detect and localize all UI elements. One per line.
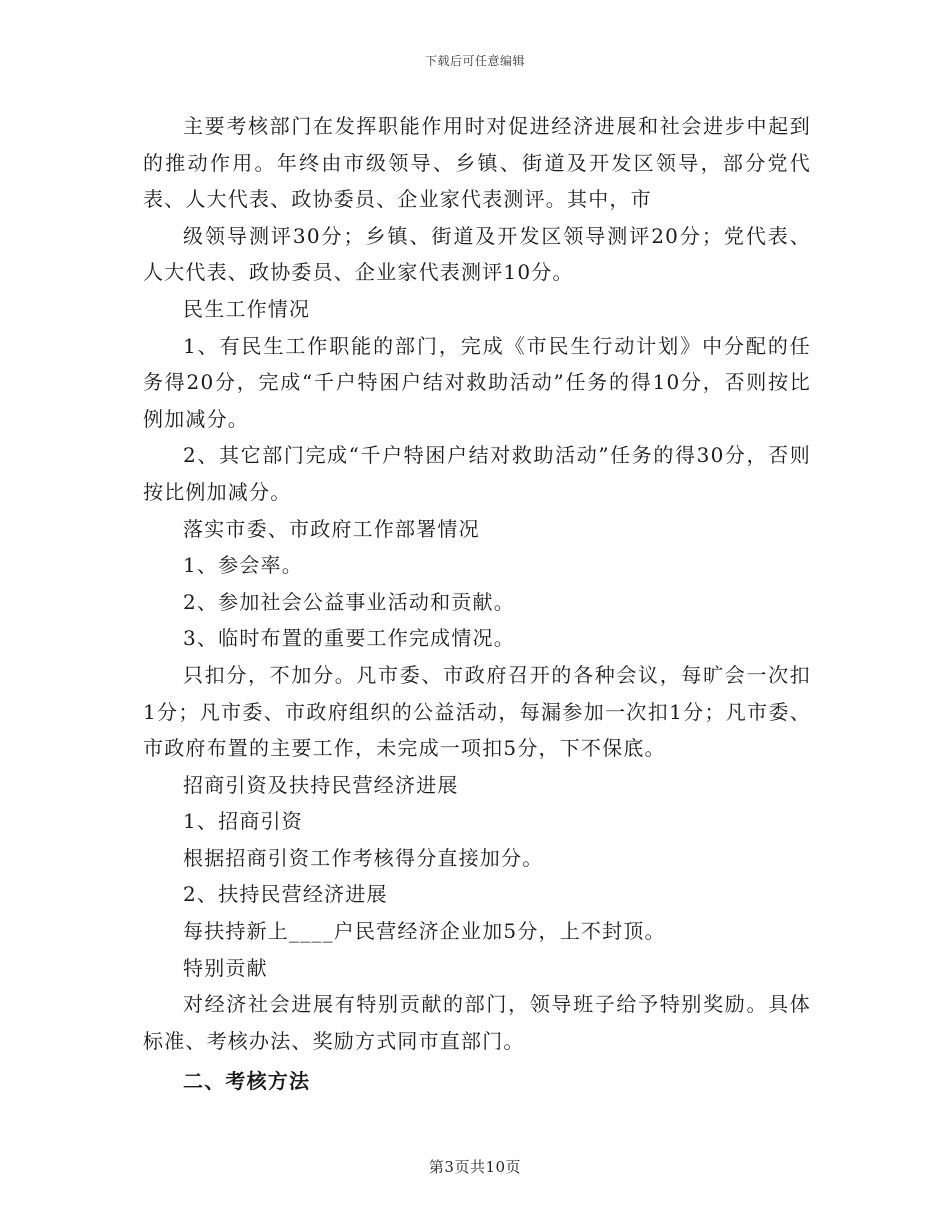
document-body [143, 108, 811, 1100]
paragraph: 只扣分，不加分。凡市委、市政府召开的各种会议，每旷会一次扣1分；凡市委、市政府组织的公益活动，每漏参加一次扣1分；凡市委、市政府布置的主要工作，未完成一项扣5分，下不保底。 [143, 662, 811, 761]
paragraph: 2、其它部门完成“千户特困户结对救助活动”任务的得30分，否则按比例加减分。 [143, 443, 811, 504]
paragraph: 1、有民生工作职能的部门，完成《市民生行动计划》中分配的任务得20分，完成“千户特困户结对救助活动”任务的得10分，否则按比例加减分。 [143, 333, 811, 431]
subheading: 落实市委、市政府工作部署情况 [183, 516, 480, 541]
page-number: 第3页共10页 [428, 1158, 522, 1176]
section-heading: 二、考核方法 [183, 1069, 311, 1094]
list-item: 1、招商引资 [183, 809, 303, 834]
list-item: 2、扶持民营经济进展 [183, 882, 388, 907]
paragraph: 主要考核部门在发挥职能作用时对促进经济进展和社会进步中起到的推动作用。年终由市级领导、乡镇、街道及开发区领导，部分党代表、人大代表、政协委员、企业家代表测评。其中，市 [143, 114, 811, 212]
list-item: 3、临时布置的重要工作完成情况。 [183, 626, 515, 651]
subheading: 民生工作情况 [183, 296, 311, 321]
subheading: 特别贡献 [183, 955, 268, 980]
paragraph: 每扶持新上____户民营经济企业加5分，上不封顶。 [183, 919, 666, 944]
list-item: 2、参加社会公益事业活动和贡献。 [183, 589, 515, 614]
list-item: 1、参会率。 [183, 553, 303, 578]
page-header: 下载后可任意编辑 [424, 54, 525, 68]
paragraph: 根据招商引资工作考核得分直接加分。 [183, 845, 544, 870]
subheading: 招商引资及扶持民营经济进展 [183, 772, 459, 797]
paragraph: 对经济社会进展有特别贡献的部门，领导班子给予特别奖励。具体标准、考核办法、奖励方式同市直部门。 [143, 992, 811, 1053]
paragraph: 级领导测评30分；乡镇、街道及开发区领导测评20分；党代表、人大代表、政协委员、企业家代表测评10分。 [143, 223, 811, 285]
